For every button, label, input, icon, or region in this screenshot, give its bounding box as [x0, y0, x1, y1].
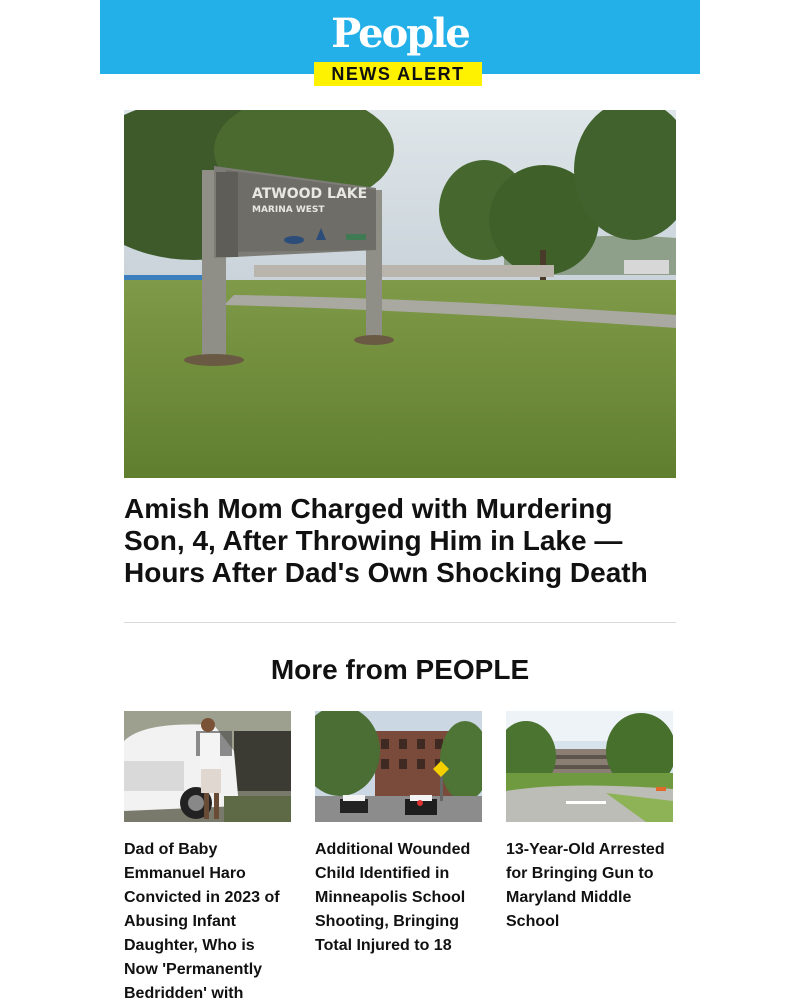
article-thumbnail[interactable] — [124, 711, 291, 822]
sign-line-2: MARINA WEST — [252, 205, 325, 215]
article-thumbnail[interactable] — [506, 711, 673, 822]
article-title[interactable]: 13-Year-Old Arrested for Bringing Gun to Maryland Middle School — [506, 841, 665, 930]
hero-image[interactable] — [124, 110, 676, 478]
section-divider — [124, 622, 676, 623]
sign-line-1: ATWOOD LAKE — [252, 186, 368, 202]
article-title[interactable]: Dad of Baby Emmanuel Haro Convicted in 2023 of Abusing Infant Daughter, Who is Now 'Permanently Bedridden' with — [124, 841, 280, 1002]
article-thumbnail[interactable] — [315, 711, 482, 822]
article-card-2[interactable] — [315, 711, 482, 958]
article-card-1[interactable] — [124, 711, 291, 1006]
hero-headline[interactable]: Amish Mom Charged with Murdering Son, 4, After Throwing Him in Lake — Hours After Dad's Own Shocking Death — [124, 493, 648, 588]
news-alert-badge: NEWS ALERT — [314, 62, 482, 86]
people-logo[interactable]: People — [331, 10, 469, 57]
article-card-3[interactable] — [506, 711, 673, 934]
more-from-people-heading: More from PEOPLE — [270, 654, 530, 685]
article-title[interactable]: Additional Wounded Child Identified in Minneapolis School Shooting, Bringing Total Injured to 18 — [315, 841, 471, 954]
